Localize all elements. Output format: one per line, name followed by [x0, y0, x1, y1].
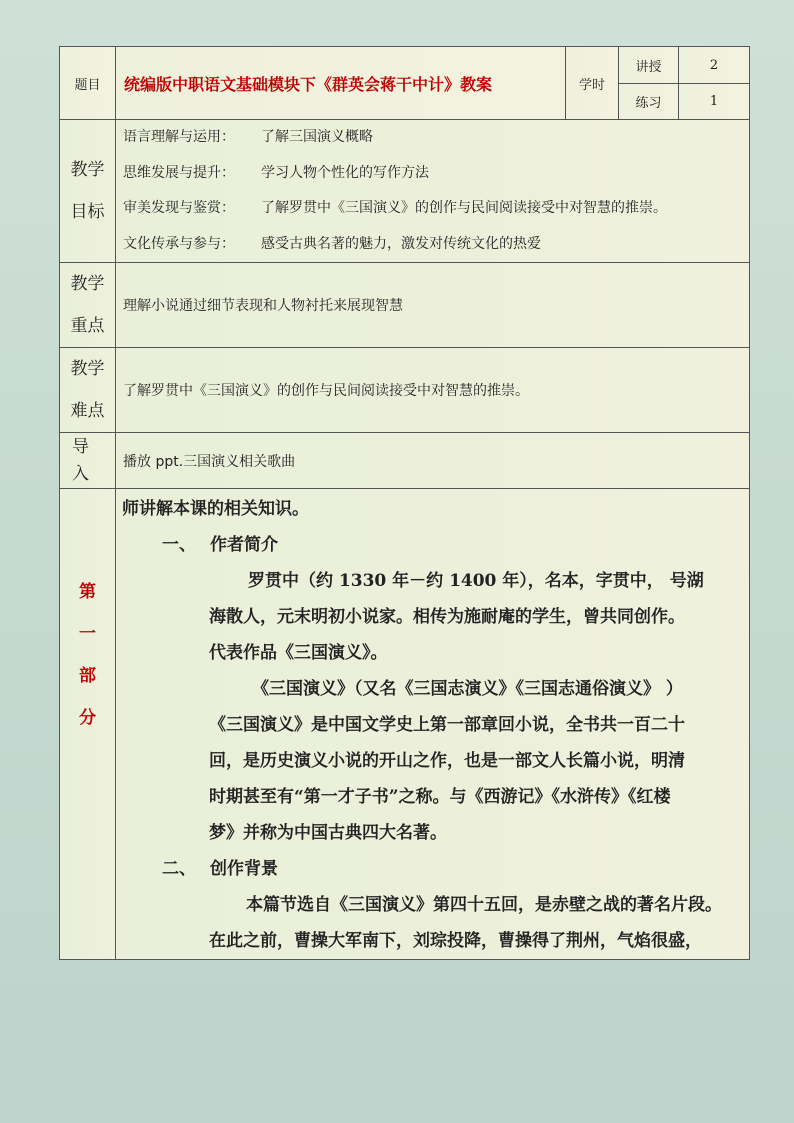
objective-item: 审美发现与鉴赏： 了解罗贯中《三国演义》的创作与民间阅读接受中对智慧的推崇。: [123, 200, 667, 216]
part-one-content: [116, 489, 750, 960]
hours-label: 学时: [566, 47, 619, 120]
focus-label: 教学 重点: [60, 263, 116, 348]
lecture-label: 讲授: [619, 47, 679, 84]
paragraph-line: 在此之前，曹操大军南下，刘琮投降，曹操得了荆州，气焰很盛，: [209, 931, 702, 951]
paragraph-line: 梦》并称为中国古典四大名著。: [209, 823, 447, 843]
paragraph-line: 回，是历史演义小说的开山之作，也是一部文人长篇小说，明清: [209, 751, 685, 771]
objective-item: 思维发展与提升： 学习人物个性化的写作方法: [123, 164, 429, 181]
intro-text: 播放 ppt.三国演义相关歌曲: [116, 433, 750, 489]
lecture-hours-value: 2: [679, 47, 750, 84]
practice-hours-value: 1: [679, 84, 750, 120]
part-one-heading: 师讲解本课的相关知识。: [122, 499, 309, 519]
section-heading-author: 一、 作者简介: [162, 535, 278, 555]
difficulty-label: 教学 难点: [60, 348, 116, 433]
paragraph-line: 本篇节选自《三国演义》第四十五回，是赤壁之战的著名片段。: [246, 895, 722, 915]
paragraph-line: 代表作品《三国演义》。: [209, 643, 388, 663]
paragraph-line: 《三国演义》是中国文学史上第一部章回小说，全书共一百二十: [209, 715, 685, 735]
focus-text: 理解小说通过细节表现和人物衬托来展现智慧: [116, 263, 750, 348]
objectives-list: [116, 120, 750, 263]
paragraph-line: 《三国演义》（又名《三国志演义》《三国志通俗演义》 ）: [252, 679, 683, 699]
objective-item: 语言理解与运用： 了解三国演义概略: [123, 129, 373, 145]
lesson-title: 统编版中职语文基础模块下《群英会蒋干中计》教案: [116, 47, 566, 120]
section-heading-background: 二、 创作背景: [162, 859, 278, 879]
intro-label: 导 入: [60, 433, 116, 489]
topic-label: 题目: [60, 47, 116, 120]
paragraph-line: 罗贯中（约 1330 年－约 1400 年），名本，字贯中， 号湖: [248, 571, 704, 591]
part-one-label: 第 一 部 分: [60, 489, 116, 960]
objectives-label: 教学 目标: [60, 120, 116, 263]
lesson-plan-table: [59, 46, 750, 960]
difficulty-text: 了解罗贯中《三国演义》的创作与民间阅读接受中对智慧的推崇。: [116, 348, 750, 433]
practice-label: 练习: [619, 84, 679, 120]
paragraph-line: 时期甚至有“第一才子书”之称。与《西游记》《水浒传》《红楼: [209, 787, 671, 807]
objective-item: 文化传承与参与： 感受古典名著的魅力，激发对传统文化的热爱: [123, 235, 541, 252]
paragraph-line: 海散人，元末明初小说家。相传为施耐庵的学生，曾共同创作。: [209, 607, 685, 627]
